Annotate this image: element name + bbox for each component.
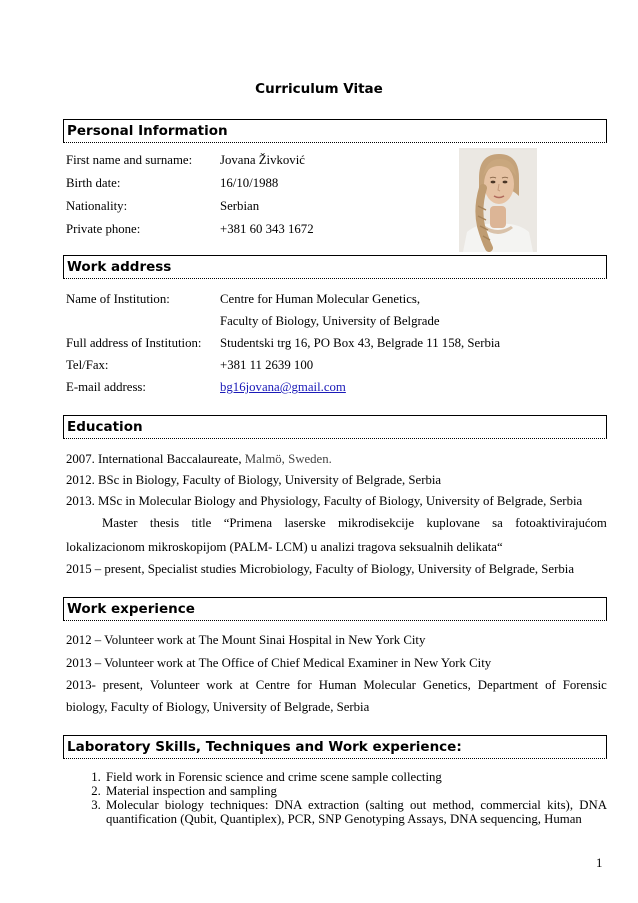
work-word: 2013- (66, 678, 96, 692)
thesis-word: sa (492, 516, 503, 530)
thesis-word: “Primena (223, 516, 273, 530)
lab-skill-text: Material inspection and sampling (106, 784, 277, 798)
work-item-2013: 2013 – Volunteer work at The Office of Chief Medical Examiner in New York City (66, 656, 492, 670)
profile-photo (459, 148, 537, 252)
value-institution-line2: Faculty of Biology, University of Belgrade (220, 314, 440, 328)
work-word: present, (102, 678, 143, 692)
section-work-experience: Work experience (63, 597, 607, 621)
label-name: First name and surname: (66, 153, 193, 167)
thesis-word: kuplovane (426, 516, 480, 530)
work-word: work (206, 678, 233, 692)
value-nationality: Serbian (220, 199, 260, 213)
work-word: Human (318, 678, 357, 692)
work-word: Volunteer (149, 678, 200, 692)
value-tel-fax: +381 11 2639 100 (220, 358, 314, 372)
education-item-2013: 2013. MSc in Molecular Biology and Physiology, Faculty of Biology, University of Belgrade, Serbia (66, 494, 583, 508)
label-nationality: Nationality: (66, 199, 128, 213)
education-item-2015: 2015 – present, Specialist studies Microbiology, Faculty of Biology, University of Belgrade, Serbia (66, 562, 575, 576)
work-word: Department (477, 678, 539, 692)
section-personal-information: Personal Information (63, 119, 607, 143)
section-work-address: Work address (63, 255, 607, 279)
list-item (104, 798, 607, 826)
value-institution-line1: Centre for Human Molecular Genetics, (220, 292, 421, 306)
thesis-word: thesis (149, 516, 180, 530)
work-item-2012: 2012 – Volunteer work at The Mount Sinai Hospital in New York City (66, 633, 426, 647)
value-private-phone: +381 60 343 1672 (220, 222, 314, 236)
work-word: Genetics, (422, 678, 471, 692)
work-word: of (545, 678, 556, 692)
label-email: E-mail address: (66, 380, 146, 394)
label-birth-date: Birth date: (66, 176, 121, 190)
list-item (104, 784, 607, 798)
document-title: Curriculum Vitae (255, 81, 383, 97)
thesis-word: laserske (284, 516, 326, 530)
lab-skill-text: Molecular biology techniques: DNA extraction (salting out method, commercial kits), DNA quantification (Qubit, Quantiplex), PCR, SNP Genotyping Assays, DNA sequencing, Human (106, 798, 607, 826)
thesis-title-line1 (102, 515, 607, 531)
education-item-2007-text: 2007. International Baccalaureate, (66, 452, 245, 466)
section-laboratory-skills: Laboratory Skills, Techniques and Work experience: (63, 735, 607, 759)
work-item-2013-present-line1 (66, 677, 607, 693)
thesis-word: mikrodisekcije (338, 516, 415, 530)
thesis-word: title (191, 516, 212, 530)
education-item-2007 (66, 451, 332, 467)
email-link[interactable]: bg16jovana@gmail.com (220, 380, 346, 394)
work-word: Forensic (562, 678, 607, 692)
page-number: 1 (596, 856, 603, 870)
education-item-2012: 2012. BSc in Biology, Faculty of Biology, University of Belgrade, Serbia (66, 473, 442, 487)
thesis-word: fotoaktivirajućom (515, 516, 607, 530)
portrait-image (459, 148, 537, 252)
label-institution: Name of Institution: (66, 292, 170, 306)
thesis-title-line2: lokalizacionom mikroskopijom (PALM- LCM) u analizi tragova seksualnih delikata“ (66, 540, 503, 554)
education-item-2007-place: Malmö, Sweden. (244, 452, 332, 466)
section-education: Education (63, 415, 607, 439)
work-item-2013-present-line2: biology, Faculty of Biology, University of Belgrade, Serbia (66, 700, 370, 714)
value-name: Jovana Živković (220, 153, 305, 167)
work-word: Centre (255, 678, 290, 692)
lab-skills-list (66, 770, 607, 826)
thesis-word: Master (102, 516, 138, 530)
work-word: Molecular (363, 678, 416, 692)
label-tel-fax: Tel/Fax: (66, 358, 109, 372)
label-private-phone: Private phone: (66, 222, 141, 236)
value-full-address: Studentski trg 16, PO Box 43, Belgrade 11 158, Serbia (220, 336, 501, 350)
lab-skill-text: Field work in Forensic science and crime scene sample collecting (106, 770, 442, 784)
value-birth-date: 16/10/1988 (220, 176, 279, 190)
label-full-address: Full address of Institution: (66, 336, 202, 350)
work-word: for (296, 678, 312, 692)
list-item (104, 770, 607, 784)
work-word: at (239, 678, 249, 692)
